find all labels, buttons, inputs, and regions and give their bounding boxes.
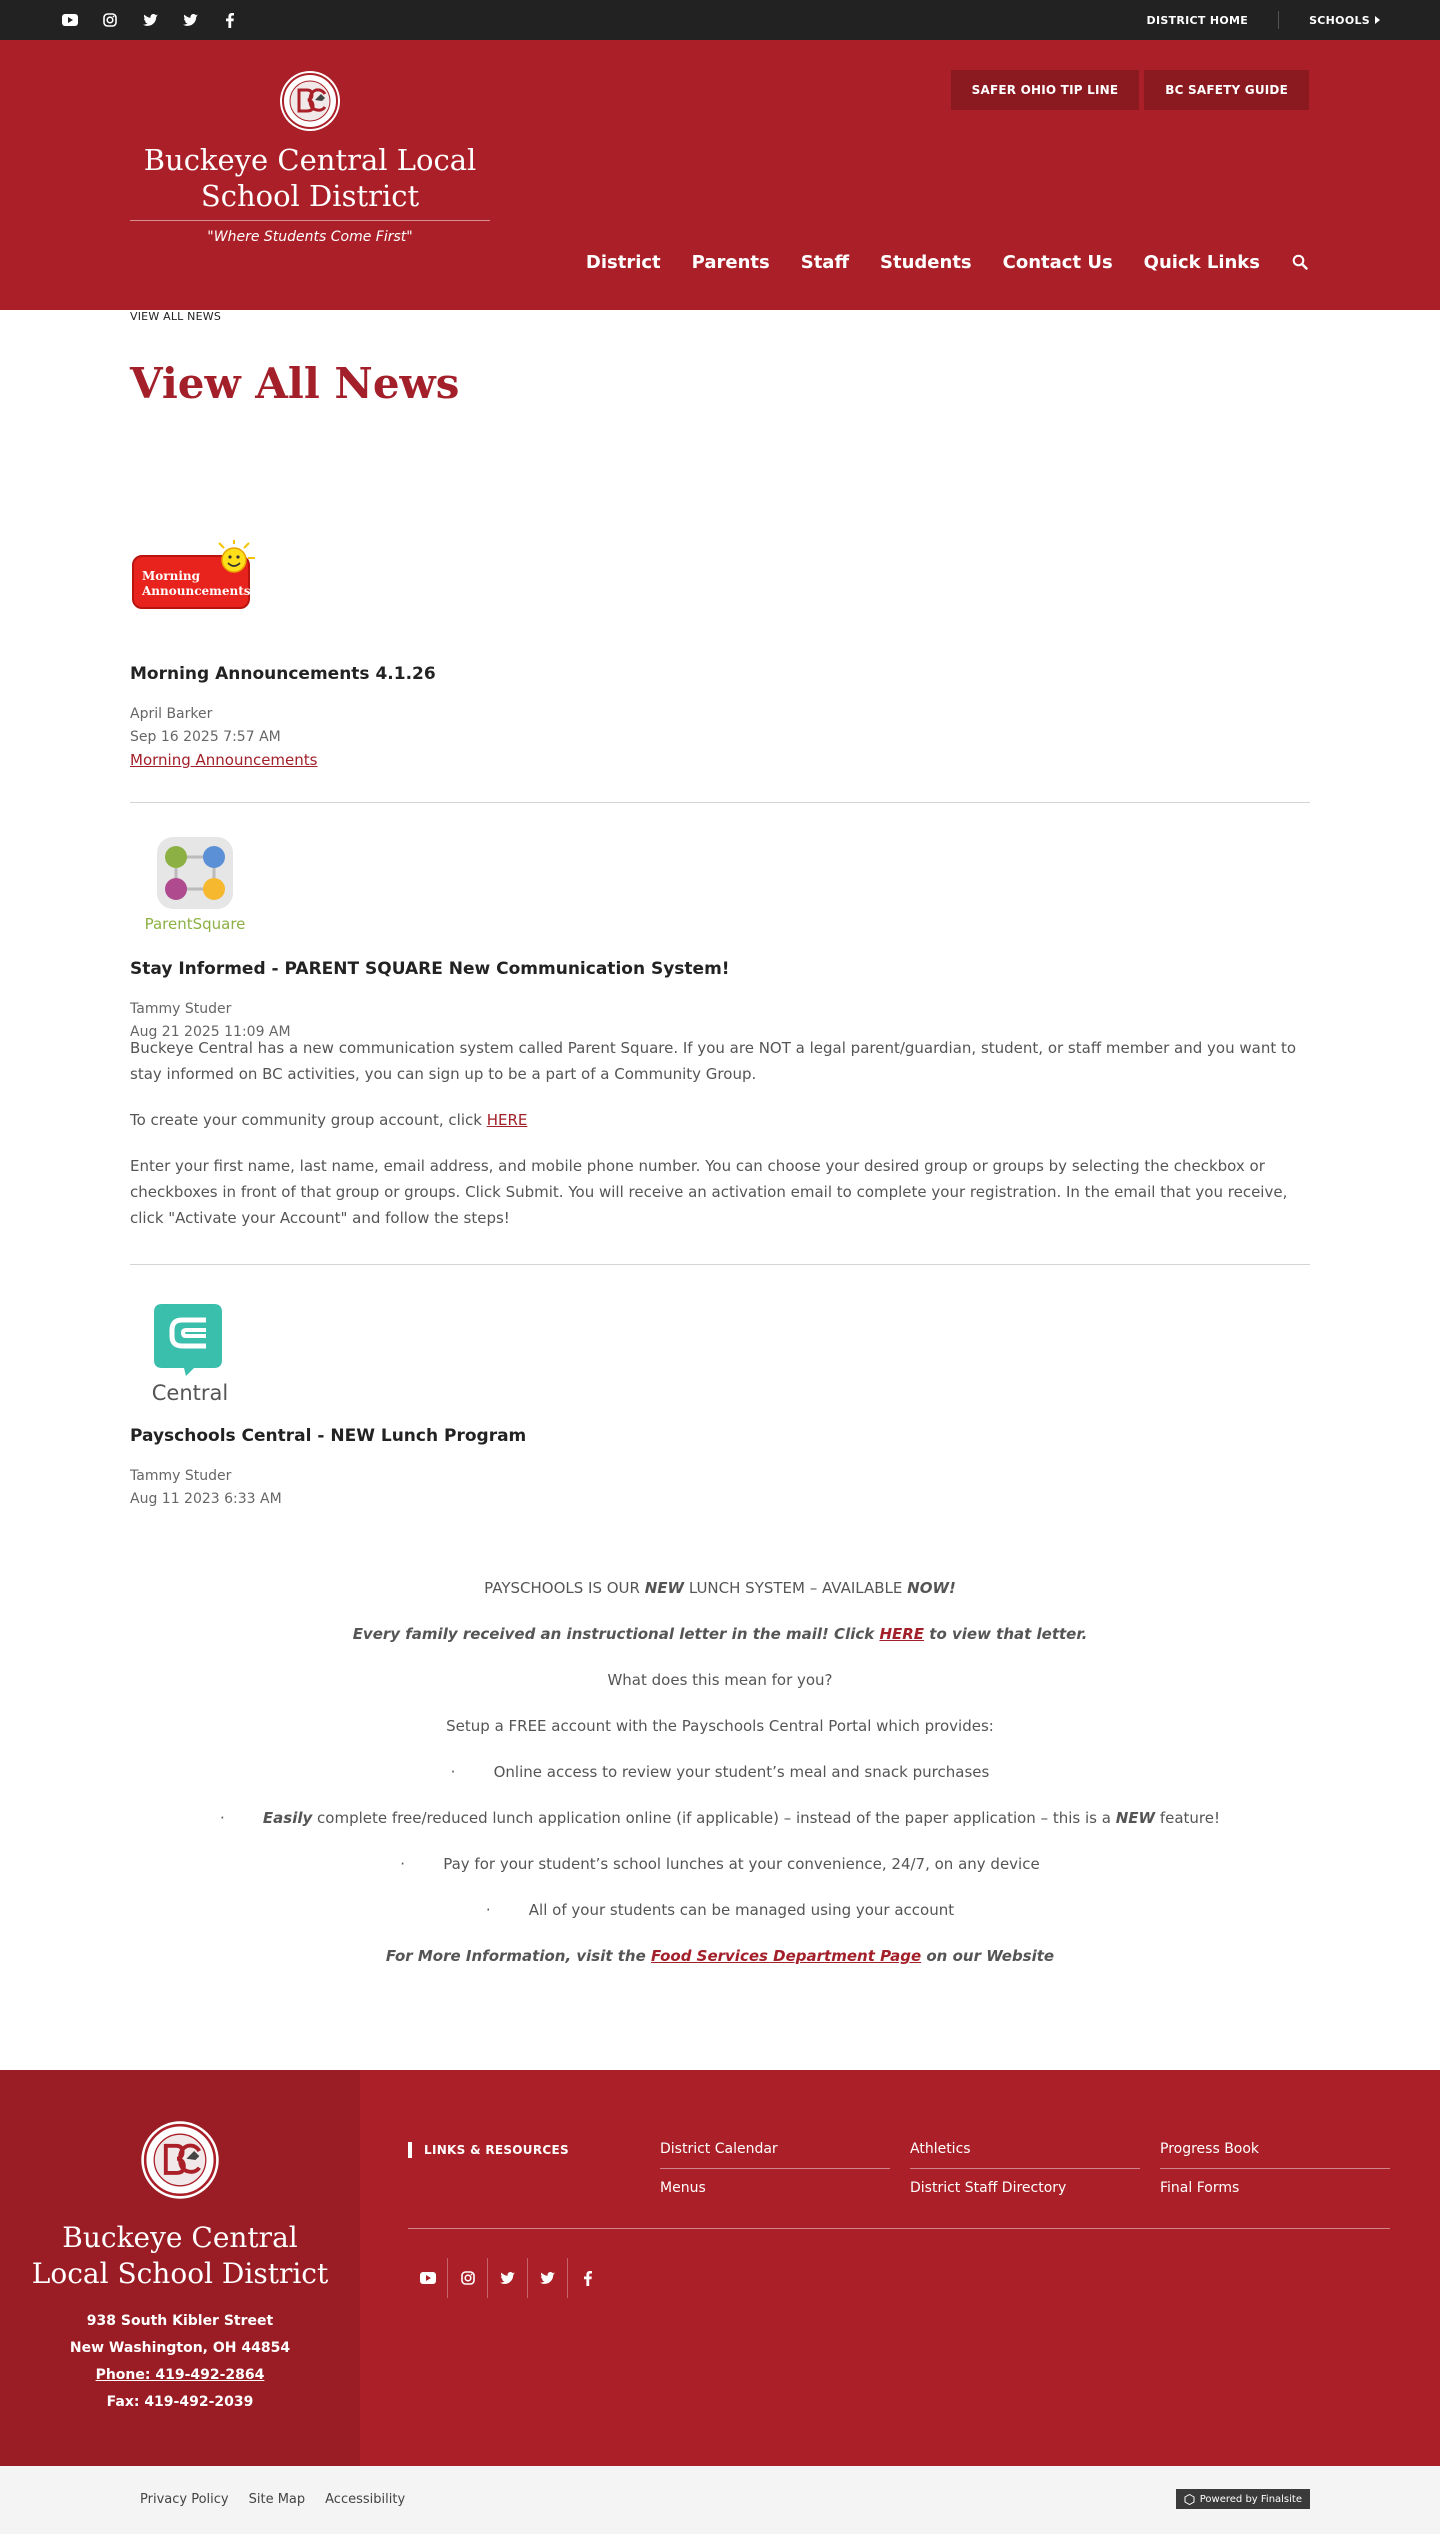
nav-item-quick-links[interactable]: Quick Links xyxy=(1143,252,1260,273)
article-paragraph xyxy=(130,1107,1310,1133)
article-category-link[interactable]: Morning Announcements xyxy=(130,751,318,769)
list-item: · Pay for your student’s school lunches at your convenience, 24/7, on any device xyxy=(400,1855,1040,1873)
links-heading-text: LINKS & RESOURCES xyxy=(424,2143,569,2157)
instructional-letter-link[interactable]: HERE xyxy=(879,1625,925,1643)
utility-bar xyxy=(0,0,1440,40)
bullet-glyph: · xyxy=(219,1809,225,1827)
parentsquare-logo-text: ParentSquare xyxy=(144,915,246,933)
twitter-icon[interactable] xyxy=(180,10,200,30)
breadcrumb[interactable]: VIEW ALL NEWS xyxy=(130,310,222,323)
article-date: Aug 11 2023 6:33 AM xyxy=(130,1491,282,1507)
footer-link-district-calendar[interactable]: District Calendar xyxy=(660,2130,890,2169)
nav-item-district[interactable]: District xyxy=(585,252,661,273)
legal-links xyxy=(140,2492,405,2507)
footer-phone-link[interactable]: Phone: 419-492-2864 xyxy=(95,2367,265,2383)
badge-line-1: Morning xyxy=(142,569,201,583)
food-services-link[interactable]: Food Services Department Page xyxy=(651,1947,922,1965)
footer-fax: Fax: 419-492-2039 xyxy=(106,2394,254,2410)
caret-right-icon xyxy=(1375,16,1380,24)
main-navigation xyxy=(586,252,1310,273)
footer-link-column xyxy=(910,2130,1140,2208)
list-item: · Easily complete free/reduced lunch application online (if applicable) – instead of the paper application – this is a NEW feature! xyxy=(219,1809,1221,1827)
footer-contact-block xyxy=(0,2070,360,2466)
title-divider xyxy=(130,220,490,221)
footer-link-menus[interactable]: Menus xyxy=(660,2180,706,2196)
article-divider xyxy=(130,802,1310,803)
article-author: Tammy Studer xyxy=(130,1001,232,1017)
footer-address xyxy=(0,2308,360,2416)
heading-accent-bar xyxy=(408,2142,412,2158)
bullet-glyph: · xyxy=(485,1901,491,1919)
site-map-link[interactable]: Site Map xyxy=(248,2492,306,2507)
footer-divider xyxy=(408,2228,1390,2229)
footer-link-column xyxy=(660,2130,890,2208)
utility-divider xyxy=(1278,11,1279,29)
footer-link-staff-directory[interactable]: District Staff Directory xyxy=(910,2180,1067,2196)
nav-item-students[interactable]: Students xyxy=(880,252,972,273)
article-author: April Barker xyxy=(130,706,213,722)
privacy-policy-link[interactable]: Privacy Policy xyxy=(140,2492,229,2507)
footer-link-athletics[interactable]: Athletics xyxy=(910,2130,1140,2169)
site-footer xyxy=(0,2070,1440,2466)
twitter-icon[interactable] xyxy=(488,2258,528,2298)
morning-announcements-thumbnail[interactable] xyxy=(130,540,260,612)
footer-title xyxy=(0,2220,360,2292)
facebook-icon[interactable] xyxy=(568,2258,608,2298)
community-group-signup-link[interactable]: HERE xyxy=(486,1111,528,1129)
powered-by-text: Powered by Finalsite xyxy=(1199,2493,1302,2505)
bottom-bar xyxy=(0,2466,1440,2534)
article-author: Tammy Studer xyxy=(130,1468,232,1484)
powered-by-badge[interactable] xyxy=(1176,2489,1310,2509)
site-title: Buckeye Central Local School District xyxy=(143,143,477,213)
utility-right-links xyxy=(1147,0,1380,40)
list-item: · All of your students can be managed using your account xyxy=(485,1901,955,1919)
instagram-icon[interactable] xyxy=(448,2258,488,2298)
site-logo-block[interactable] xyxy=(130,70,490,245)
facebook-icon[interactable] xyxy=(220,10,240,30)
nav-item-staff[interactable]: Staff xyxy=(800,252,850,273)
schools-dropdown[interactable] xyxy=(1309,14,1380,27)
article-body xyxy=(130,1575,1310,1989)
footer-title-line: Buckeye Central xyxy=(62,2221,298,2254)
youtube-icon[interactable] xyxy=(60,10,80,30)
utility-social-links xyxy=(60,10,240,30)
article-paragraph: Setup a FREE account with the Payschools Central Portal which provides: xyxy=(446,1717,994,1735)
footer-seal-icon[interactable] xyxy=(140,2120,220,2200)
footer-link-final-forms[interactable]: Final Forms xyxy=(1160,2180,1240,2196)
district-home-link[interactable]: DISTRICT HOME xyxy=(1146,13,1249,27)
page-title: View All News xyxy=(130,359,460,408)
central-logo-text: Central xyxy=(151,1381,229,1405)
finalsite-logo-icon xyxy=(1184,2494,1195,2505)
footer-title-line: Local School District xyxy=(31,2257,329,2290)
article-title[interactable]: Payschools Central - NEW Lunch Program xyxy=(130,1426,527,1446)
footer-city: New Washington, OH 44854 xyxy=(69,2340,291,2356)
site-tagline: "Where Students Come First" xyxy=(207,229,413,245)
header-buttons xyxy=(951,70,1309,110)
payschools-central-thumbnail[interactable] xyxy=(150,1302,240,1406)
nav-item-parents[interactable]: Parents xyxy=(691,252,770,273)
article-paragraph: For More Information, visit the Food Services Department Page on our Website xyxy=(385,1947,1055,1965)
schools-label: SCHOOLS xyxy=(1309,13,1370,27)
twitter-icon[interactable] xyxy=(528,2258,568,2298)
youtube-icon[interactable] xyxy=(408,2258,448,2298)
parentsquare-thumbnail[interactable] xyxy=(140,835,250,935)
instagram-icon[interactable] xyxy=(100,10,120,30)
article-title[interactable]: Morning Announcements 4.1.26 xyxy=(130,664,436,684)
paragraph-text: To create your community group account, click xyxy=(130,1111,487,1129)
footer-street: 938 South Kibler Street xyxy=(86,2313,274,2329)
main-content xyxy=(130,310,1310,1965)
footer-link-column xyxy=(1160,2130,1390,2208)
links-resources-heading xyxy=(408,2142,569,2158)
badge-line-2: Announcements xyxy=(142,584,251,598)
district-seal-icon xyxy=(279,70,341,132)
article-paragraph: Buckeye Central has a new communication system called Parent Square. If you are NOT a legal parent/guardian, student, or staff member and you want to stay informed on BC activities, you can sign up to be a part of a Community Group. xyxy=(130,1039,1297,1083)
search-icon[interactable] xyxy=(1292,254,1310,272)
article-meta xyxy=(130,1465,282,1511)
article-divider xyxy=(130,1264,1310,1265)
article-paragraph: Every family received an instructional letter in the mail! Click HERE to view that letter. xyxy=(352,1625,1088,1643)
article-body xyxy=(130,1035,1310,1251)
footer-link-progress-book[interactable]: Progress Book xyxy=(1160,2130,1390,2169)
bc-safety-guide-button[interactable]: BC SAFETY GUIDE xyxy=(1144,70,1309,110)
list-item: · Online access to review your student’s meal and snack purchases xyxy=(450,1763,990,1781)
accessibility-link[interactable]: Accessibility xyxy=(325,2492,406,2507)
article-date: Sep 16 2025 7:57 AM xyxy=(130,729,281,745)
article-paragraph: What does this mean for you? xyxy=(607,1671,833,1689)
article-paragraph: Enter your first name, last name, email address, and mobile phone number. You can choose your desired group or groups by selecting the checkbox or checkboxes in front of that group or groups. Click Submit. You will receive an activation email to complete your registration. In the email that you receive, click "Activate your Account" and follow the steps! xyxy=(130,1157,1288,1227)
bullet-glyph: · xyxy=(450,1763,456,1781)
article-title[interactable]: Stay Informed - PARENT SQUARE New Communication System! xyxy=(130,959,730,979)
footer-social-links xyxy=(408,2258,608,2298)
site-header xyxy=(0,40,1440,310)
article-date: Aug 21 2025 11:09 AM xyxy=(130,1024,291,1040)
article-paragraph: PAYSCHOOLS IS OUR NEW LUNCH SYSTEM – AVAILABLE NOW! xyxy=(484,1579,956,1597)
safer-ohio-tip-line-button[interactable]: SAFER OHIO TIP LINE xyxy=(951,70,1140,110)
twitter-icon[interactable] xyxy=(140,10,160,30)
bullet-glyph: · xyxy=(400,1855,406,1873)
nav-item-contact-us[interactable]: Contact Us xyxy=(1002,252,1113,273)
article-meta xyxy=(130,703,317,773)
